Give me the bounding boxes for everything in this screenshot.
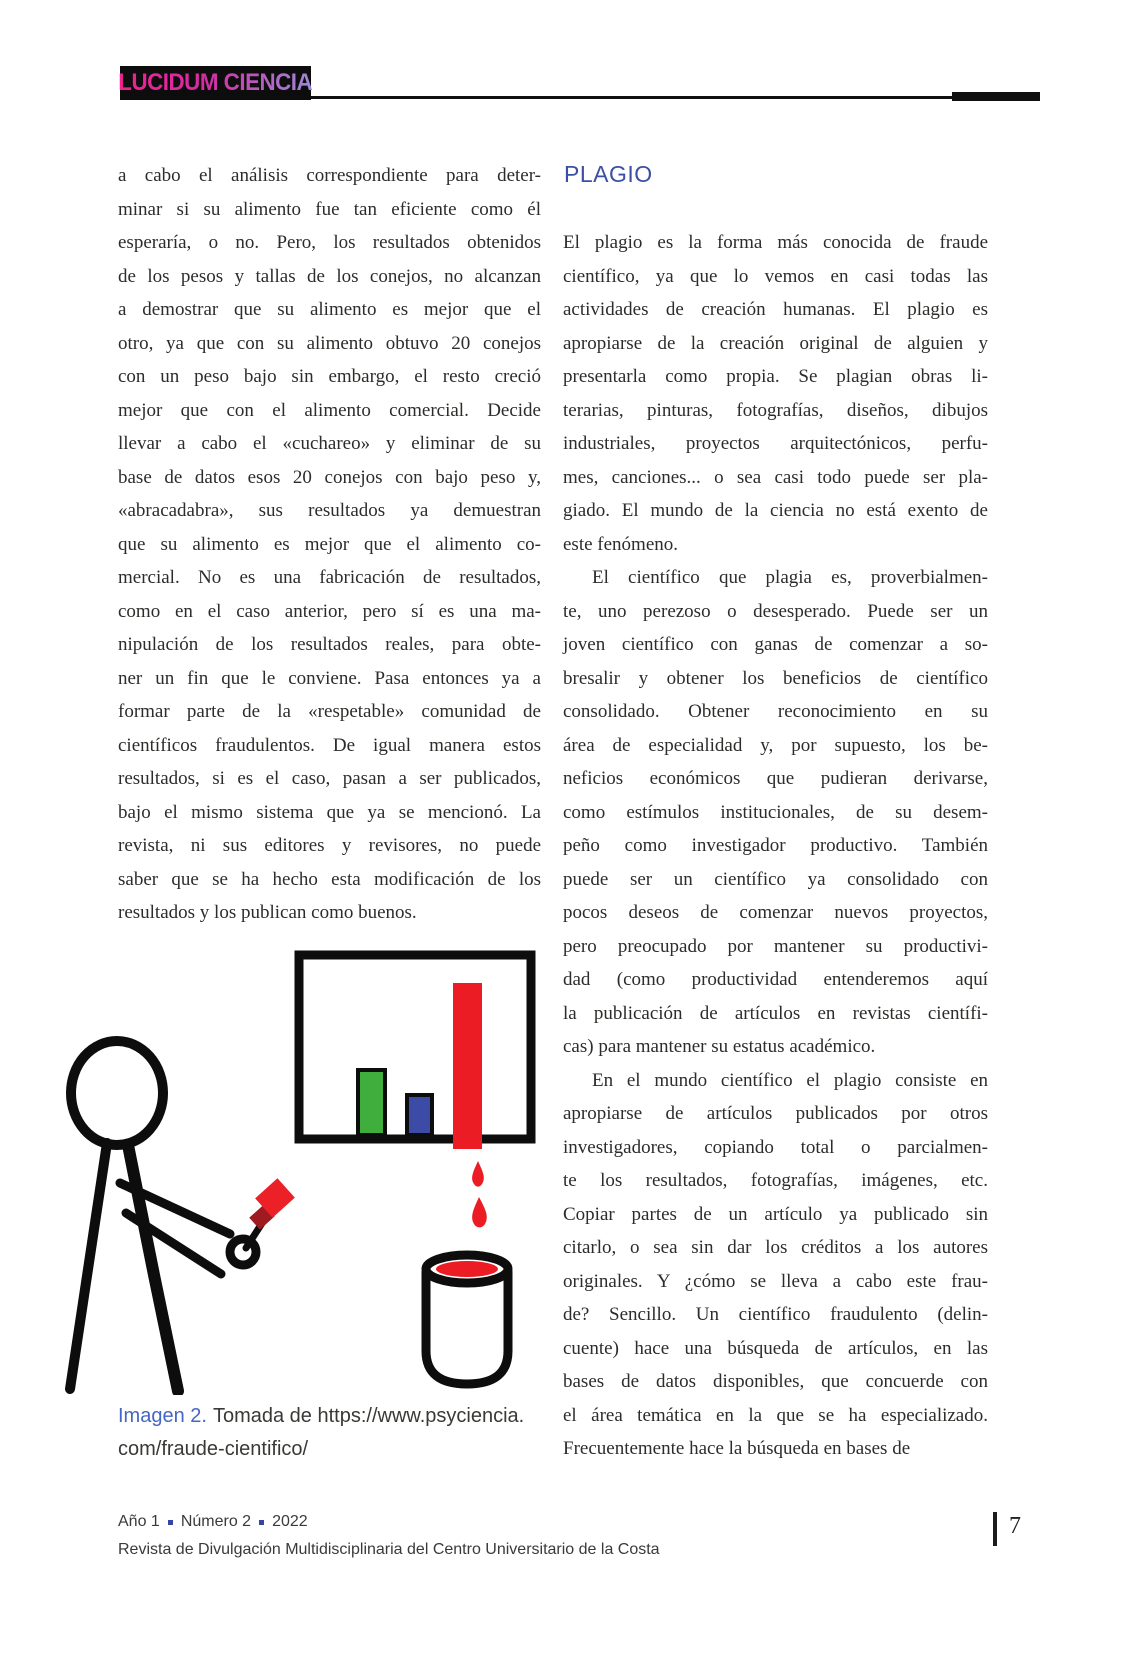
text-line: te los resultados, fotografías, imágenes, etc. [563, 1170, 988, 1191]
text-line: científicos fraudulentos. De igual manera estos [118, 734, 541, 756]
figure-illustration [60, 903, 540, 1395]
page-number: 7 [1009, 1513, 1021, 1539]
text-line: neficios económicos que pudieran derivarse, [563, 768, 988, 789]
text-line: cuente) hace una búsqueda de artículos, en las [563, 1337, 988, 1359]
text-line: la publicación de artículos en revistas científi- [563, 1002, 988, 1024]
text-line: apropiarse de la creación original de alguien y [563, 332, 988, 354]
caption-line [118, 1400, 558, 1433]
text-line: cas) para mantener su estatus académico. [563, 1036, 876, 1057]
text-line: presentarla como propia. Se plagian obras li- [563, 366, 988, 387]
text-line: a cabo el análisis correspondiente para deter- [118, 165, 541, 186]
right-column-text [563, 226, 988, 1466]
text-line: formar parte de la «respetable» comunidad de [118, 701, 541, 722]
text-line: de? Sencillo. Un científico fraudulento (delin- [563, 1304, 988, 1325]
text-line: revista, ni sus editores y revisores, no puede [118, 835, 541, 856]
footer-issue-line [118, 1513, 308, 1531]
footer-date: 2022 [272, 1513, 308, 1530]
text-line: industriales, proyectos arquitectónicos, perfu- [563, 433, 988, 454]
text-line: ner un fin que le conviene. Pasa entonces ya a [118, 667, 541, 689]
text-line: científico, ya que lo vemos en casi todas las [563, 265, 988, 287]
paragraph [563, 226, 988, 561]
text-line: pocos deseos de comenzar nuevos proyectos, [563, 902, 988, 923]
text-line: puede ser un científico ya consolidado con [563, 868, 988, 890]
paint-bucket [426, 1255, 508, 1384]
text-line: bresalir y obtener los beneficios de científico [563, 667, 988, 689]
stick-figure [70, 1041, 256, 1391]
text-line: mejor que con el alimento comercial. Decide [118, 399, 541, 421]
text-line: con un peso bajo sin embargo, el resto creció [118, 366, 541, 387]
text-line: «abracadabra», sus resultados ya demuestran [118, 500, 541, 521]
text-line: como estímulos institucionales, de su desem- [563, 801, 988, 823]
chart-bar [358, 1070, 385, 1135]
chart-bar [453, 983, 482, 1149]
footer-year: Año 1 [118, 1513, 160, 1530]
text-line: te, uno perezoso o desesperado. Puede ser un [563, 600, 988, 622]
text-line: Frecuentemente hace la búsqueda en bases de [563, 1438, 911, 1459]
masthead-title: LUCIDUM CIENCIA [118, 69, 313, 96]
text-line: área de especialidad y, por supuesto, los be- [563, 734, 988, 756]
masthead [120, 66, 311, 100]
text-line: dad (como productividad entenderemos aquí [563, 969, 988, 990]
text-line: base de datos esos 20 conejos con bajo peso y, [118, 466, 541, 488]
page-number-rule [993, 1512, 997, 1546]
text-line: En el mundo científico el plagio consiste en [592, 1069, 988, 1091]
text-line: Copiar partes de un artículo ya publicado sin [563, 1203, 988, 1225]
text-line: otro, ya que con su alimento obtuvo 20 conejos [118, 332, 541, 354]
square-separator-icon [168, 1520, 173, 1525]
text-line: giado. El mundo de la ciencia no está exento de [563, 500, 988, 521]
caption-line: com/fraude-cientifico/ [118, 1438, 309, 1460]
text-line: llevar a cabo el «cuchareo» y eliminar de su [118, 433, 541, 454]
text-line: El científico que plagia es, proverbialmen- [592, 567, 988, 588]
text-line: que su alimento es mejor que el alimento co- [118, 533, 541, 555]
text-line: resultados y los publican como buenos. [118, 902, 417, 923]
text-line: apropiarse de artículos publicados por otros [563, 1103, 988, 1124]
text-line: a demostrar que su alimento es mejor que el [118, 299, 541, 320]
caption-label: Imagen 2. [118, 1405, 207, 1427]
text-line: mercial. No es una fabricación de resultados, [118, 567, 541, 588]
chart-bar [407, 1095, 432, 1135]
text-line: originales. Y ¿cómo se lleva a cabo este frau- [563, 1270, 988, 1292]
text-line: de los pesos y tallas de los conejos, no alcanzan [118, 265, 541, 287]
text-line: investigadores, copiando total o parcialmen- [563, 1136, 988, 1158]
text-line: el área temática en la que se ha especializado. [563, 1404, 988, 1426]
text-line: nipulación de los resultados reales, para obte- [118, 634, 541, 655]
text-line: peño como investigador productivo. También [563, 835, 988, 856]
text-line: esperaría, o no. Pero, los resultados obtenidos [118, 232, 541, 253]
section-heading-plagio: PLAGIO [564, 161, 653, 187]
text-line: actividades de creación humanas. El plagio es [563, 299, 988, 320]
text-line: este fenómeno. [563, 533, 679, 555]
text-line: como en el caso anterior, pero sí es una ma- [118, 600, 541, 622]
text-line: El plagio es la forma más conocida de fraude [563, 232, 988, 253]
paint-drip-icon [472, 1161, 487, 1227]
text-line: terarias, pinturas, fotografías, diseños, dibujos [563, 399, 988, 421]
fraud-painting-illustration [60, 903, 540, 1395]
text-line: resultados, si es el caso, pasan a ser publicados, [118, 768, 541, 789]
footer-number: Número 2 [180, 1513, 252, 1530]
left-column-text [118, 159, 541, 930]
text-line: pero preocupado por mantener su productivi- [563, 935, 988, 957]
paragraph [563, 1064, 988, 1466]
text-line: mes, canciones... o sea casi todo puede ser pla- [563, 466, 988, 488]
text-line: joven científico con ganas de comenzar a so- [563, 634, 988, 655]
text-line: citarlo, o sea sin dar los créditos a los autores [563, 1237, 988, 1258]
text-line: consolidado. Obtener reconocimiento en su [563, 701, 988, 722]
caption-text: Tomada de https://www.psyciencia. [212, 1405, 525, 1427]
paragraph [563, 561, 988, 1064]
text-line: bases de datos disponibles, que concuerde con [563, 1371, 988, 1392]
header-rule-thick [952, 92, 1040, 101]
text-line: saber que se ha hecho esta modificación de los [118, 868, 541, 890]
text-line: minar si su alimento fue tan eficiente como él [118, 198, 541, 220]
square-separator-icon [259, 1520, 264, 1525]
footer-journal-name: Revista de Divulgación Multidisciplinaria del Centro Universitario de la Costa [118, 1541, 660, 1558]
figure-caption [118, 1400, 558, 1466]
header-rule [311, 96, 1040, 99]
text-line: bajo el mismo sistema que ya se mencionó. La [118, 801, 541, 823]
paint-brush-icon [246, 1178, 295, 1248]
